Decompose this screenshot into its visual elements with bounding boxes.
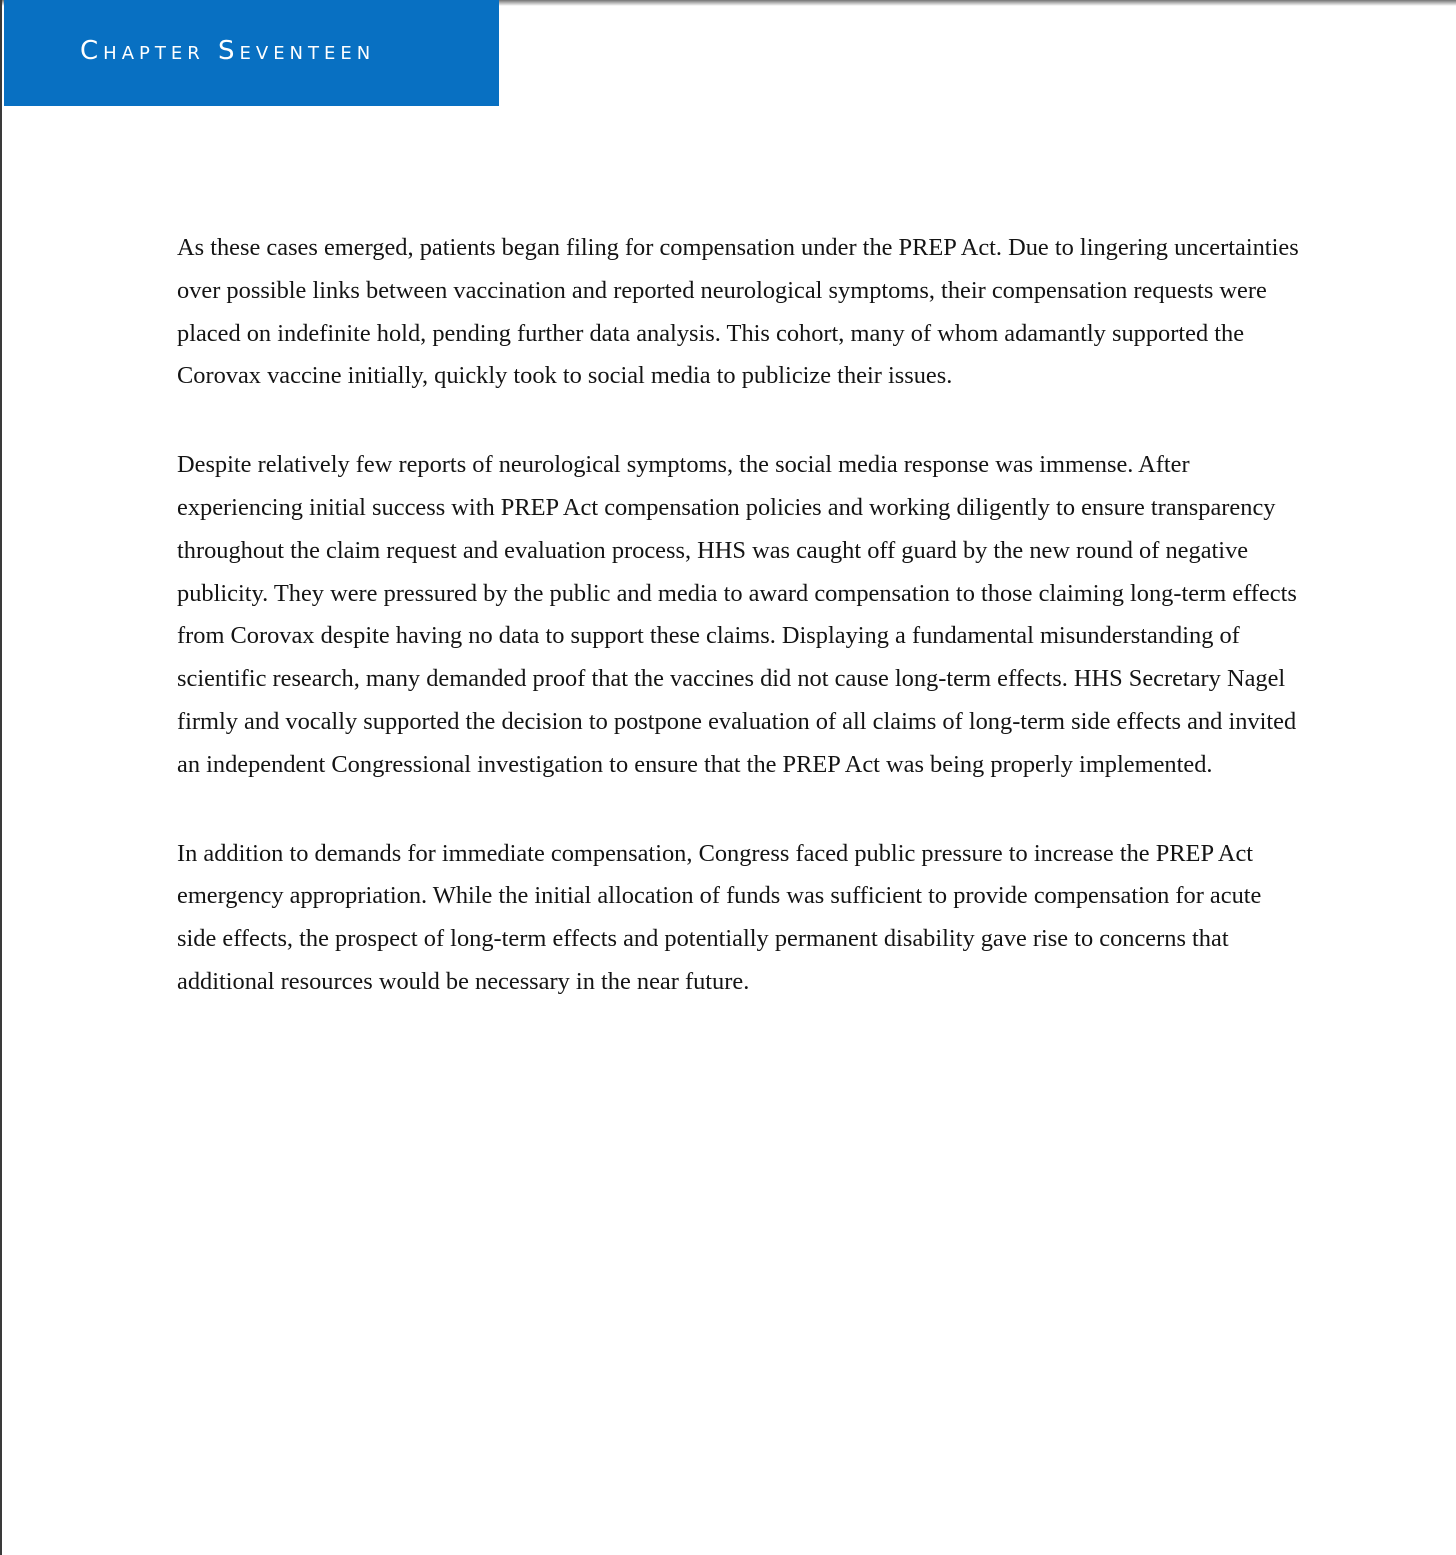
paragraph: In addition to demands for immediate compensation, Congress faced public pressure to increase the PREP Act emergency appropriation. While the initial allocation of funds was sufficient to provide compensation for acute side effects, the prospect of long-term effects and potentially permanent disability gave rise to concerns that additional resources would be necessary in the near future.	[177, 839, 1262, 995]
body-text	[177, 227, 1302, 1050]
chapter-banner	[4, 0, 499, 106]
paragraph: Despite relatively few reports of neurological symptoms, the social media response was immense. After experiencing initial success with PREP Act compensation policies and working diligently to ensure transparency throughout the claim request and evaluation process, HHS was caught off guard by the new round of negative publicity. They were pressured by the public and media to award compensation to those claiming long-term effects from Corovax despite having no data to support these claims. Displaying a fundamental misunderstanding of scientific research, many demanded proof that the vaccines did not cause long-term effects. HHS Secretary Nagel firmly and vocally supported the decision to postpone evaluation of all claims of long-term side effects and invited an independent Congressional investigation to ensure that the PREP Act was being properly implemented.	[177, 451, 1297, 778]
chapter-title: Chapter Seventeen	[80, 36, 376, 66]
paragraph: As these cases emerged, patients began filing for compensation under the PREP Act. Due to lingering uncertainties over possible links between vaccination and reported neurological symptoms, their compensation requests were placed on indefinite hold, pending further data analysis. This cohort, many of whom adamantly supported the Corovax vaccine initially, quickly took to social media to publicize their issues.	[177, 234, 1299, 390]
